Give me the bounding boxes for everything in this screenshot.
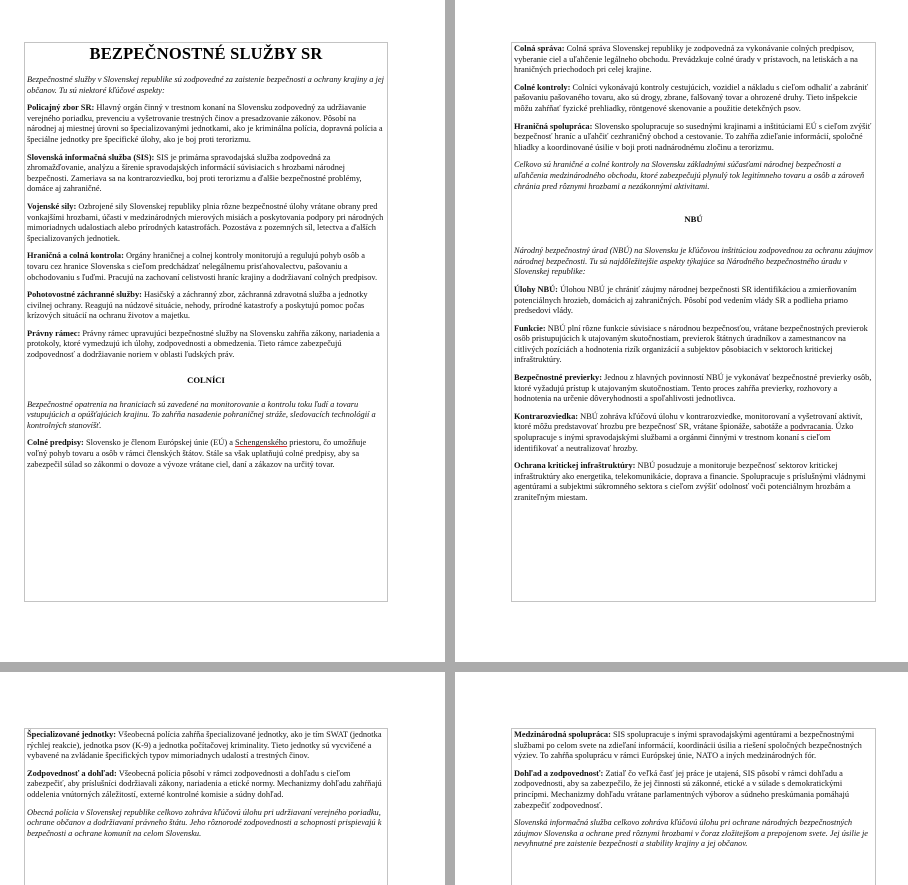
term: Ochrana kritickej infraštruktúry: (514, 461, 636, 471)
paragraph (514, 730, 873, 762)
paragraph (514, 324, 873, 366)
term: Pohotovostné záchranné služby: (27, 290, 142, 300)
paragraph-text: Zatiaľ čo veľká časť jej práce je utajená, SIS pôsobí v rámci dohľadu a zodpovednosti, aby sa zabezpečilo, že jej činnosti sú zákonné, etické a v súlade s demokratickými princípmi. Mechanizmy dohľadu vrátane parlamentných výborov a súdneho preskúmania pomáhajú zabezpečiť zodpovednosť. (514, 768, 850, 810)
document-title: BEZPEČNOSTNÉ SLUŽBY SR (89, 44, 323, 63)
paragraph (514, 412, 873, 454)
term: Medzinárodná spolupráca: (514, 730, 611, 739)
section-heading: NBÚ (684, 214, 703, 225)
term: Zodpovednosť a dohľad: (27, 768, 117, 778)
term: Policajný zbor SR: (27, 103, 95, 113)
term: Právny rámec: (27, 328, 81, 338)
paragraph (514, 769, 873, 811)
paragraph (27, 329, 385, 361)
paragraph (27, 251, 385, 283)
paragraph (514, 461, 873, 503)
paragraph (514, 285, 873, 317)
term: Kontrarozviedka: (514, 411, 579, 421)
term: Funkcie: (514, 323, 546, 333)
document-page-3 (0, 672, 445, 885)
paragraph-text: . Úzko spolupracuje s inými spravodajskými službami a orgánmi činnými v trestnom konaní s cieľom identifikovať a neutralizovať hrozby. (514, 422, 854, 453)
section-intro: Národný bezpečnostný úrad (NBÚ) na Slovensku je kľúčovou inštitúciou zodpovednou za ochranu záujmov národnej bezpečnosti. Tu sú najdôležitejšie aspekty týkajúce sa Národného bezpečnostného úradu v Slovenskej republike: (514, 246, 873, 277)
paragraph (27, 202, 385, 244)
paragraph-text: NBÚ posudzuje a monitoruje bezpečnosť sektorov kritickej infraštruktúry ako energetika, telekomunikácie, doprava a financie. Spolupracuje s príslušnými vládnymi agentúrami a subjektmi súkromného sektora s cieľom zvýšiť odolnosť voči potenciálnym hrozbám a zraniteľným miestam. (514, 461, 866, 502)
paragraph-text: NBÚ plní rôzne funkcie súvisiace s národnou bezpečnosťou, vrátane bezpečnostných previerok osôb pristupujúcich k utajovaným skutočnostiam, previerok štátnych úradníkov a zamestnancov na citlivých pozíciách a hodnotenia rizík organizácií a subjektov pôsobiacich v sektoroch kritickej infraštruktúry. (514, 323, 868, 365)
paragraph-text: Jednou z hlavných povinností NBÚ je vykonávať bezpečnostné previerky osôb, ktoré vyžadujú prístup k utajovaným skutočnostiam. Tento proces zahŕňa previerky, rozhovory a hodnotenia na určenie dôveryhodnosti a spoľahlivosti jednotlivca. (514, 373, 872, 404)
paragraph-text: Všeobecná polícia zahŕňa špecializované jednotky, ako je tím SWAT (jednotka rýchlej reakcie), jednotka psov (K-9) a jednotka počítačovej kriminality. Tieto jednotky sú vycvičené a vybavené na zvládanie špecifických typov mimoriadnych udalostí a trestných činov. (27, 730, 382, 761)
intro-paragraph: Bezpečnostné služby v Slovenskej republike sú zodpovedné za zaistenie bezpečnosti a ochrany krajiny a jej občanov. Tu sú niektoré kľúčové aspekty: (27, 75, 384, 95)
term: Colná správa: (514, 44, 565, 53)
paragraph (27, 290, 385, 322)
section-heading: COLNÍCI (187, 374, 225, 385)
paragraph-text: Slovensko spolupracuje so susednými krajinami a inštitúciami EÚ s cieľom zvýšiť bezpečnosť hraníc a uľahčiť cezhraničný obchod a cestovanie. To zahŕňa zdieľanie informácií, spoločné hliadky a koordinované úsilie v boji proti nadnárodnému zločinu a terorizmu. (514, 121, 872, 152)
term: Vojenské sily: (27, 201, 77, 211)
paragraph-text: Právny rámec upravujúci bezpečnostné služby na Slovensku zahŕňa zákony, nariadenia a protokoly, ktoré vymedzujú ich úlohy, zodpovednosti a obmedzenia. Tieto rámce zabezpečujú zodpovednosť a dodržiavanie noriem v oblasti ľudských práv. (27, 328, 380, 360)
paragraph (27, 769, 385, 801)
paragraph (27, 153, 385, 195)
term: Colné kontroly: (514, 82, 571, 92)
document-page-2 (455, 0, 908, 662)
paragraph-text: Slovensko je členom Európskej únie (EÚ) a (83, 438, 236, 448)
term: Colné predpisy: (27, 438, 84, 448)
term: Úlohy NBÚ: (514, 284, 558, 294)
paragraph-text: SIS je primárna spravodajská služba zodpovedná za zhromažďovanie, analýzu a šírenie spravodajských informácií súvisiacich s hrozbami národnej bezpečnosti. Zameriava sa na kontrarozviedku, boj proti terorizmu a ďalšie bezpečnostné problémy, domáce aj zahraničné. (27, 152, 362, 194)
document-page-4 (455, 672, 908, 885)
text-area[interactable] (511, 42, 876, 602)
term: Dohľad a zodpovednosť: (514, 768, 604, 778)
paragraph-text: priestoru, čo umožňuje voľný pohyb tovaru a osôb v rámci členských štátov. Stále sa však uplatňujú colné predpisy, aby sa zabezpečil súlad so zákonmi o dovoze a vývoze vrátane ciel, daní a zákazov na určitý tovar. (27, 438, 367, 469)
paragraph-text: Úlohou NBÚ je chrániť záujmy národnej bezpečnosti SR identifikáciou a zmierňovaním potenciálnych hrozieb, domácich aj zahraničných. Pôsobí pod vedením vlády SR a podlieha priamo predsedovi vlády. (514, 284, 857, 316)
spellcheck-word[interactable]: Schengenského (235, 438, 288, 448)
text-area[interactable] (24, 42, 388, 602)
paragraph-text: Colná správa Slovenskej republiky je zodpovedná za vykonávanie colných predpisov, vyberanie ciel a uľahčenie legálneho obchodu. Prevádzkuje colné úrady v prístavoch, na letiskách a na hraničných priechodoch pri celej krajine. (514, 44, 858, 75)
paragraph (514, 83, 873, 115)
summary-paragraph: Celkovo sú hraničné a colné kontroly na Slovensku základnými súčasťami národnej bezpečnosti a uľahčenia medzinárodného obchodu, ktoré zabezpečujú plynulý tok legitímneho tovaru a osôb a zároveň chránia pred rôznymi hrozbami a nezákonnými aktivitami. (514, 160, 865, 191)
text-area[interactable] (24, 728, 388, 885)
document-page-1 (0, 0, 445, 662)
paragraph (514, 373, 873, 405)
term: Špecializované jednotky: (27, 730, 117, 739)
paragraph (514, 122, 873, 154)
paragraph-text: Všeobecná polícia pôsobí v rámci zodpovednosti a dohľadu s cieľom zabezpečiť, aby príslušníci dodržiavali zákony, nariadenia a etické normy. Mechanizmy dohľadu zahŕňajú oddelenia vnútorných záležitostí, externé kontrolné komisie a súdny dohľad. (27, 768, 382, 799)
summary-paragraph: Slovenská informačná služba celkovo zohráva kľúčovú úlohu pri ochrane národných bezpečnostných záujmov Slovenska a ochrane pred rôznymi hrozbami v čoraz zložitejšom a prepojenom svete. Jej úsilie je nevyhnutné pre zaistenie bezpečnosti a stability krajiny a jej občanov. (514, 818, 869, 849)
summary-paragraph: Obecná polícia v Slovenskej republike celkovo zohráva kľúčovú úlohu pri udržiavaní verejného poriadku, ochrane občanov a dodržiavaní právneho štátu. Jeho rôznorodé zodpovednosti a schopnosti prispievajú k bezpečnosti a ochrane komunít na celom Slovensku. (27, 807, 382, 838)
paragraph (27, 438, 385, 470)
term: Bezpečnostné previerky: (514, 373, 602, 383)
paragraph (514, 44, 873, 76)
section-intro: Bezpečnostné opatrenia na hraniciach sú zavedené na monitorovanie a kontrolu toku ľudí a tovaru vstupujúcich a opúšťajúcich krajinu. To zahŕňa nasadenie pohraničnej stráže, sledovacích technológií a kontrolných stanovíšť. (27, 399, 376, 430)
term: Slovenská informačná služba (SIS): (27, 152, 155, 162)
spellcheck-word[interactable]: podvracania (790, 422, 832, 432)
paragraph-text: Ozbrojené sily Slovenskej republiky plnia rôzne bezpečnostné úlohy vrátane obrany pred vonkajšími hrozbami, účasti v medzinárodných mierových misiách a poskytovania podpory pri národných mimoriadnych udalostiach alebo prírodných katastrofách. Pozostáva z pozemných síl, letectva a ďalších špecializovaných jednotiek. (27, 201, 384, 243)
paragraph-text: Orgány hraničnej a colnej kontroly monitorujú a regulujú pohyb osôb a tovaru cez hranice Slovenska s cieľom predchádzať nelegálnemu prisťahovalectvu, pašovaniu a obchodovaniu s ľuďmi. Pracujú na zachovaní celistvosti hraníc krajiny a dodržiavaní colných predpisov. (27, 251, 378, 282)
paragraph-text: Hlavný orgán činný v trestnom konaní na Slovensku zodpovedný za udržiavanie verejného poriadku, prevenciu a vyšetrovanie trestných činov a presadzovanie zákonov. Pôsobí na národnej aj miestnej úrovni so špecializovanými jednotkami, ako je kriminálna polícia, dopravná polícia a špeciálne jednotky pre špecifické úlohy, ako je boj proti terorizmu. (27, 103, 383, 144)
paragraph-text: SIS spolupracuje s inými spravodajskými agentúrami a bezpečnostnými službami po celom svete na zdieľaní informácií, koordinácii úsilia a riešení spoločných bezpečnostných výziev. To zahŕňa spoluprácu v rámci Európskej únie, NATO a iných medzinárodných fór. (514, 730, 862, 761)
paragraph (27, 730, 385, 762)
text-area[interactable] (511, 728, 876, 885)
term: Hraničná spolupráca: (514, 121, 593, 131)
paragraph (27, 103, 385, 145)
paragraph-text: Hasičský a záchranný zbor, záchranná zdravotná služba a jednotky civilnej ochrany. Reagujú na núdzové situácie, nehody, prírodné katastrofy a poskytujú pomoc počas krízových situácií na ochranu životov a majetku. (27, 290, 368, 321)
paragraph-text: Colníci vykonávajú kontroly cestujúcich, vozidiel a nákladu s cieľom odhaliť a zabrániť pašovaniu pašovaného tovaru, ako sú drogy, zbrane, falšovaný tovar a ohrozené druhy. Tieto inšpekcie môžu zahŕňať fyzické prehliadky, röntgenové skenovanie a použitie detekčných psov. (514, 82, 869, 113)
paragraph-text: NBÚ zohráva kľúčovú úlohu v kontrarozviedke, monitorovaní a vyšetrovaní aktivít, ktoré môžu predstavovať hrozbu pre bezpečnosť SR, vrátane špionáže, sabotáže a (514, 411, 863, 432)
term: Hraničná a colná kontrola: (27, 251, 124, 261)
